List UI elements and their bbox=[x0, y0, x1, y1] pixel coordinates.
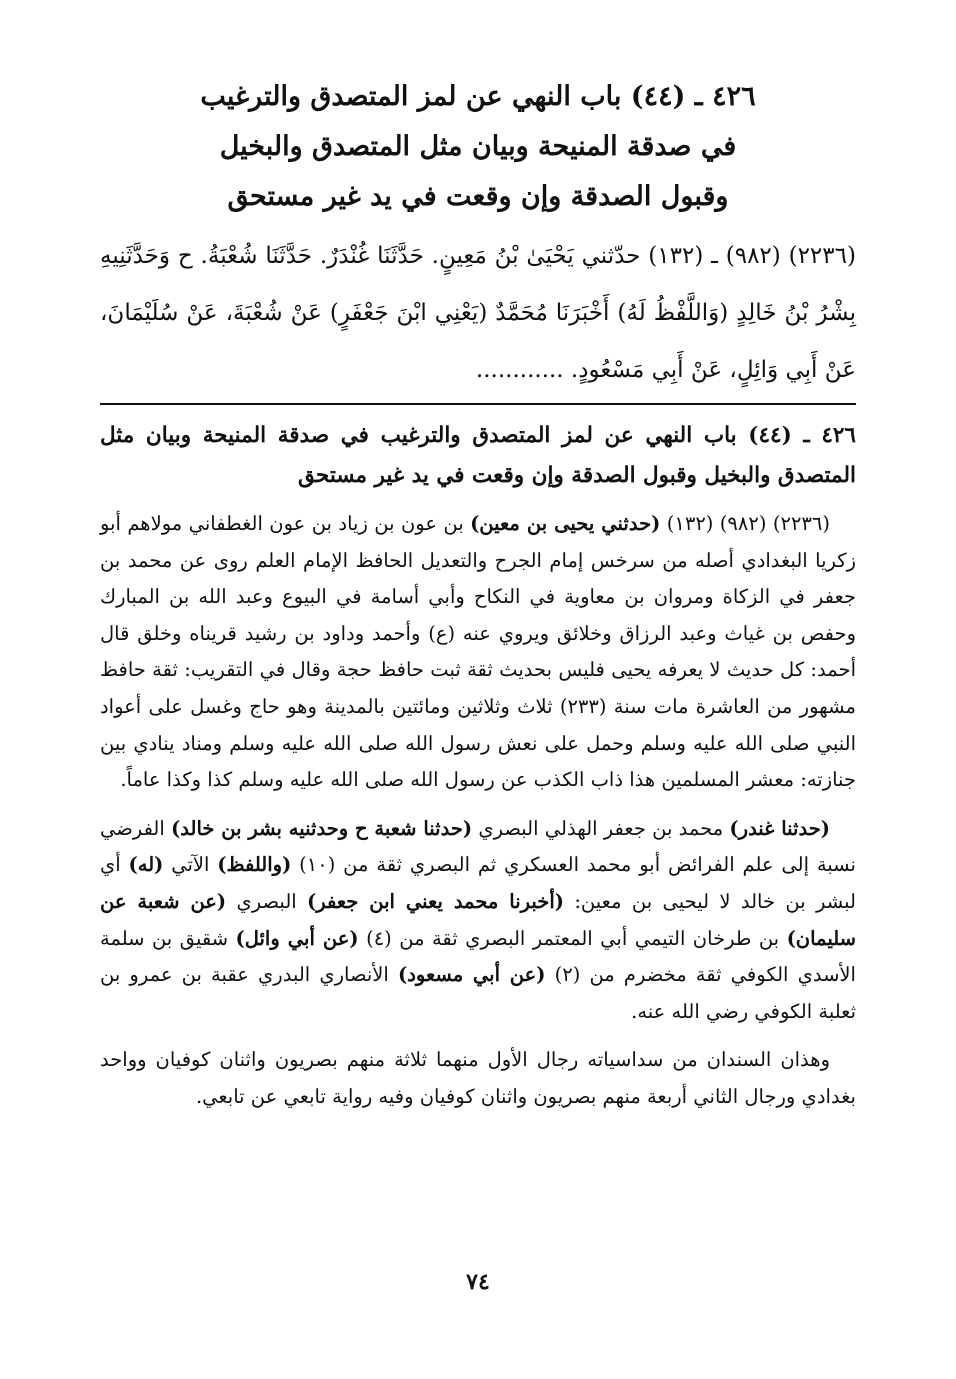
commentary-quote: (عن شعبة عن سليمان) bbox=[100, 889, 857, 950]
commentary-run: شقيق بن سلمة الأسدي الكوفي ثقة مخضرم من (٢) bbox=[100, 926, 856, 987]
section-divider bbox=[100, 403, 856, 405]
chapter-heading-line: وقبول الصدقة وإن وقعت في يد غير مستحق bbox=[227, 181, 729, 212]
commentary-quote: (عن أبي مسعود) bbox=[397, 963, 546, 987]
commentary-paragraph: وهذان السندان من سداسياته رجال الأول منهما ثلاثة منهم بصريون واثنان كوفيان وواحد بغدادي ورجال الثاني أربعة منهم بصريون واثنان كوفيان وفيه رواية تابعي عن تابعي. bbox=[100, 1048, 856, 1108]
commentary-quote: (حدثنا شعبة ح وحدثنيه بشر بن خالد) bbox=[171, 816, 473, 840]
commentary-run: الآتي bbox=[163, 853, 218, 877]
commentary-run: (٢٢٣٦) (٩٨٢) (١٣٢) bbox=[660, 512, 830, 535]
commentary-quote: (حدثني يحيى بن معين) bbox=[470, 512, 661, 535]
chapter-heading-line: في صدقة المنيحة وبيان مثل المتصدق والبخيل bbox=[219, 131, 737, 162]
commentary-quote: (حدثنا غندر) bbox=[729, 816, 830, 840]
commentary-quote: (واللفظ) bbox=[217, 853, 292, 877]
chapter-heading bbox=[100, 72, 856, 222]
commentary-heading bbox=[100, 416, 856, 496]
hadith-text-block bbox=[100, 228, 856, 399]
chapter-heading-line: ٤٢٦ ـ (٤٤) باب النهي عن لمز المتصدق والترغيب bbox=[200, 81, 756, 112]
commentary-quote: (عن أبي وائل) bbox=[235, 926, 359, 950]
hadith-text: (٢٢٣٦) (٩٨٢) ـ (١٣٢) حدّثني يَحْيَىٰ بْنُ مَعِينٍ. حَدَّثَنَا غُنْدَرٌ. حَدَّثَنَا شُعْبَةُ. ح وَحَدَّثَنِيهِ بِشْرُ بْنُ خَالِدٍ (وَاللَّفْظُ لَهُ) أَخْبَرَنَا مُحَمَّدٌ (يَعْنِي ابْنَ جَعْفَرٍ) عَنْ شُعْبَةَ، عَنْ سُلَيْمَانَ، عَنْ أَبِي وَائِلٍ، عَنْ أَبِي مَسْعُودٍ. ............ bbox=[100, 243, 856, 383]
page-number: ٧٤ bbox=[466, 1269, 490, 1295]
commentary-paragraph bbox=[100, 811, 856, 1031]
commentary-run: بن طرخان التيمي أبي المعتمر البصري ثقة من (٤) bbox=[358, 926, 787, 950]
commentary-body bbox=[100, 506, 856, 1116]
commentary-quote: (أخبرنا محمد يعني ابن جعفر) bbox=[307, 889, 565, 913]
commentary-run: الفرضي نسبة إلى علم الفرائض أبو محمد العسكري ثم البصري ثقة من (١٠) bbox=[100, 816, 856, 877]
commentary-run: البصري bbox=[226, 889, 308, 913]
commentary-run: بن عون بن زياد بن عون الغطفاني مولاهم أبو زكريا البغدادي أصله من سرخس إمام الجرح والتعديل الحافظ الإمام العلم روى عن محمد بن جعفر في الزكاة ومروان بن معاوية في النكاح وأبي أسامة في البيوع وعبد الله بن المبارك وحفص بن غياث وعبد الرزاق وخلائق ويروي عنه (ع) وأحمد وداود بن رشيد قريناه وخلق قال أحمد: كل حديث لا يعرفه يحيى فليس بحديث ثقة ثبت حافظ حجة وقال في التقريب: ثقة حافظ مشهور من العاشرة مات سنة (٢٣٣) ثلاث وثلاثين ومائتين بالمدينة وهو حاج وغسل على أعواد النبي صلى الله عليه وسلم وحمل على نعش رسول الله صلى الله عليه وسلم ومناد ينادي بين جنازته: معشر المسلمين هذا ذاب الكذب عن رسول الله صلى الله عليه وسلم كذا وكذا عاماً. bbox=[100, 512, 856, 792]
commentary-quote: (له) bbox=[128, 853, 164, 877]
commentary-run: أي لبشر بن خالد لا ليحيى بن معين: bbox=[100, 853, 856, 913]
commentary-heading-text: ٤٢٦ ـ (٤٤) باب النهي عن لمز المتصدق والترغيب في صدقة المنيحة وبيان مثل المتصدق والبخيل وقبول الصدقة وإن وقعت في يد غير مستحق bbox=[100, 423, 856, 488]
commentary-run: الأنصاري البدري عقبة بن عمرو بن ثعلبة الكوفي رضي الله عنه. bbox=[100, 963, 856, 1023]
commentary-run: محمد بن جعفر الهذلي البصري bbox=[472, 816, 730, 840]
commentary-paragraph bbox=[100, 506, 856, 799]
